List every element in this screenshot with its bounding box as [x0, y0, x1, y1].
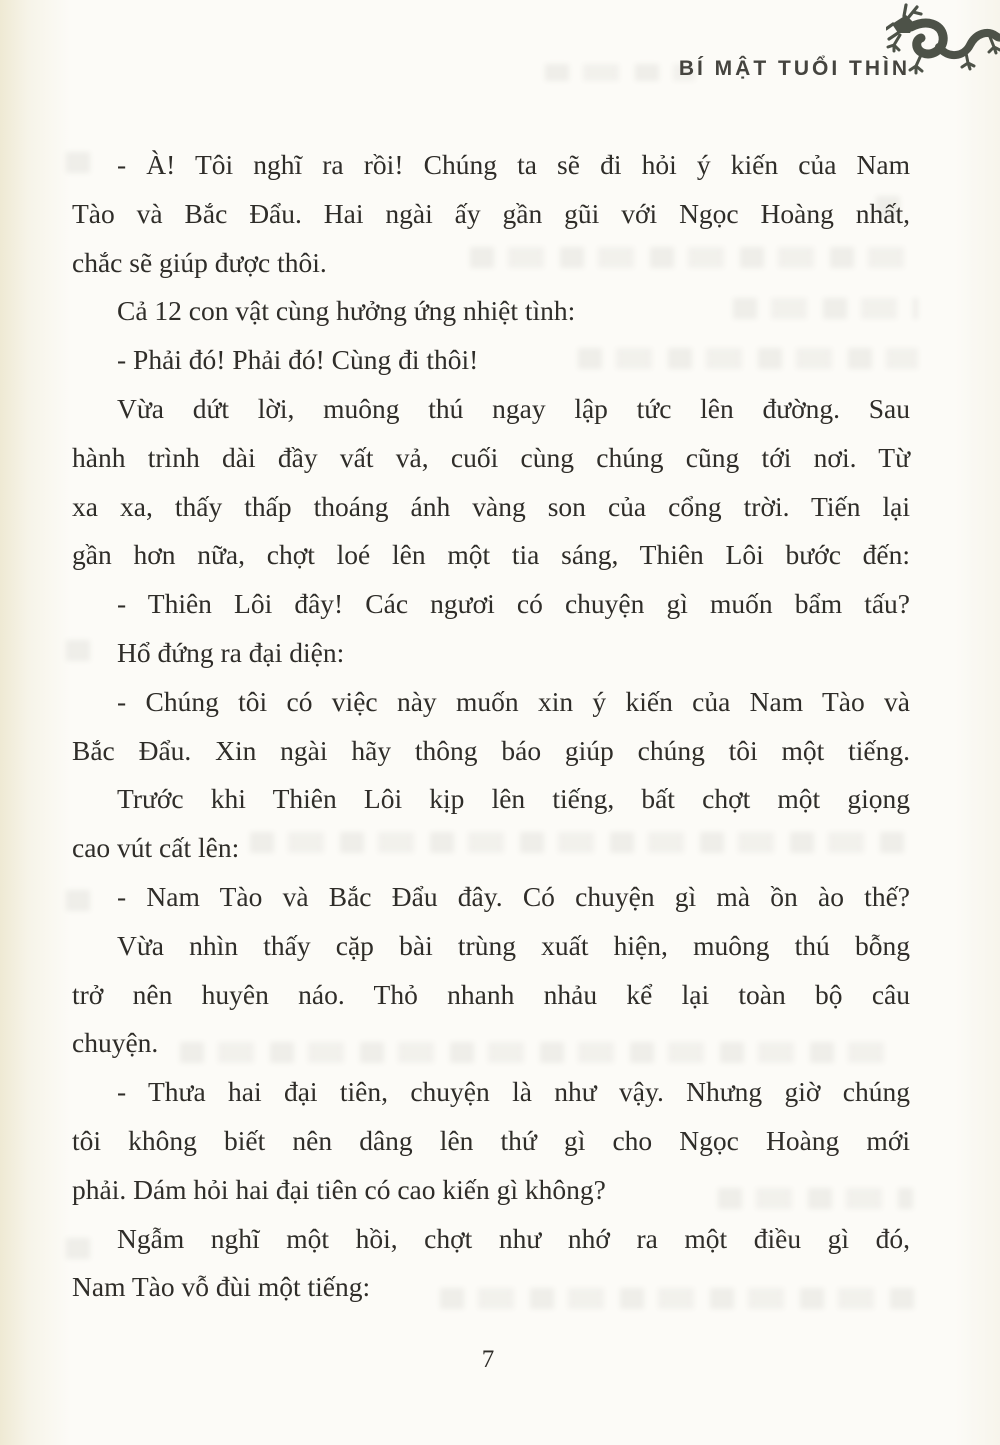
page-number: 7: [481, 1346, 495, 1373]
text-line: xa xa, thấy thấp thoáng ánh vàng son của cổng trời. Tiến lại: [72, 490, 910, 522]
text-line: phải. Dám hỏi hai đại tiên có cao kiến gì không?: [72, 1173, 606, 1205]
text-line: Trước khi Thiên Lôi kịp lên tiếng, bất chợt một giọng: [117, 783, 910, 815]
text-line: cao vút cất lên:: [72, 832, 240, 864]
paragraph: [72, 922, 910, 1068]
paragraph: [72, 287, 910, 336]
dragon-icon: [886, 2, 1000, 86]
text-line: - Phải đó! Phải đó! Cùng đi thôi!: [117, 344, 479, 376]
text-line: Tào và Bắc Đẩu. Hai ngài ấy gần gũi với Ngọc Hoàng nhất,: [72, 197, 910, 229]
text-line: chắc sẽ giúp được thôi.: [72, 246, 327, 278]
paragraph: [72, 775, 910, 873]
paragraph: [72, 873, 910, 922]
text-line: Nam Tào vỗ đùi một tiếng:: [72, 1271, 371, 1303]
body-text: [72, 141, 910, 1312]
text-line: chuyện.: [72, 1027, 159, 1059]
text-line: - Thưa hai đại tiên, chuyện là như vậy. Nhưng giờ chúng: [117, 1076, 910, 1108]
paragraph: [72, 141, 910, 287]
text-line: Cả 12 con vật cùng hưởng ứng nhiệt tình:: [117, 295, 576, 327]
running-header: [0, 0, 1000, 110]
text-line: - À! Tôi nghĩ ra rồi! Chúng ta sẽ đi hỏi ý kiến của Nam: [117, 149, 910, 180]
text-line: tôi không biết nên dâng lên thứ gì cho Ngọc Hoàng mới: [72, 1124, 910, 1156]
paragraph: [72, 1215, 910, 1313]
text-line: Bắc Đẩu. Xin ngài hãy thông báo giúp chúng tôi một tiếng.: [72, 734, 910, 766]
text-line: Ngẫm nghĩ một hồi, chợt như nhớ ra một điều gì đó,: [117, 1222, 910, 1254]
text-line: Vừa dứt lời, muông thú ngay lập tức lên đường. Sau: [117, 392, 910, 424]
paragraph: [72, 385, 910, 580]
text-line: - Thiên Lôi đây! Các ngươi có chuyện gì muốn bẩm tấu?: [117, 588, 910, 620]
paragraph: [72, 678, 910, 776]
page-title: BÍ MẬT TUỔI THÌN: [678, 57, 910, 80]
paragraph: [72, 580, 910, 629]
paragraph: [72, 629, 910, 678]
text-line: trở nên huyên náo. Thỏ nhanh nhảu kể lại toàn bộ câu: [72, 978, 910, 1010]
paragraph: [72, 336, 910, 385]
text-line: - Chúng tôi có việc này muốn xin ý kiến của Nam Tào và: [117, 685, 910, 717]
text-line: - Nam Tào và Bắc Đẩu đây. Có chuyện gì mà ồn ào thế?: [117, 880, 910, 912]
text-line: gần hơn nữa, chợt loé lên một tia sáng, Thiên Lôi bước đến:: [72, 539, 910, 571]
text-line: Vừa nhìn thấy cặp bài trùng xuất hiện, muông thú bỗng: [117, 929, 910, 961]
text-line: Hổ đứng ra đại diện:: [117, 636, 345, 668]
paragraph: [72, 1068, 910, 1214]
text-line: hành trình dài đầy vất vả, cuối cùng chúng cũng tới nơi. Từ: [72, 441, 910, 473]
